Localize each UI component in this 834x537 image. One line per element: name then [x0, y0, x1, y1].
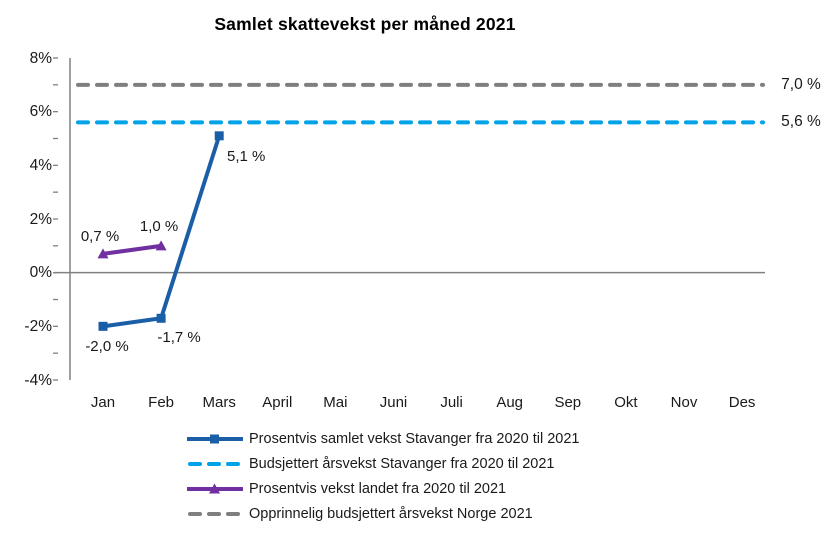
- x-tick-label: Des: [728, 394, 756, 411]
- data-label: -2,0 %: [85, 338, 129, 356]
- x-tick-label: Aug: [496, 394, 524, 411]
- data-label: -1,7 %: [157, 329, 201, 347]
- legend: [186, 426, 579, 526]
- y-tick-label: 0%: [29, 264, 52, 282]
- y-tick-label: 8%: [29, 49, 52, 67]
- x-tick-label: Feb: [148, 394, 175, 411]
- legend-label: Prosentvis samlet vekst Stavanger fra 2020 til 2021: [249, 430, 580, 447]
- legend-item: [186, 426, 579, 451]
- x-tick-label: Okt: [614, 394, 638, 411]
- square-marker: [215, 131, 224, 140]
- legend-item: [186, 501, 579, 526]
- data-label: 1,0 %: [139, 217, 179, 235]
- legend-item: [186, 476, 579, 501]
- chart-title: Samlet skattevekst per måned 2021: [214, 14, 516, 34]
- x-tick-label: Jan: [90, 394, 116, 411]
- legend-square-marker: [210, 434, 219, 443]
- legend-swatch-dashed-line: [186, 506, 244, 522]
- legend-swatch-line-square: [186, 431, 244, 447]
- data-label: 5,1 %: [227, 147, 266, 165]
- y-tick-label: 2%: [29, 210, 52, 228]
- y-tick-label: 6%: [29, 103, 52, 121]
- x-tick-label: Juni: [379, 394, 408, 411]
- legend-swatch-line-triangle: [186, 481, 244, 497]
- x-tick-label: Juli: [440, 394, 463, 411]
- reference-line-label: 7,0 %: [781, 75, 821, 93]
- x-tick-label: Mai: [323, 394, 348, 411]
- series-line: [103, 246, 161, 254]
- square-marker: [157, 314, 166, 323]
- legend-label: Prosentvis vekst landet fra 2020 til 2021: [249, 480, 507, 497]
- x-tick-label: Sep: [554, 394, 582, 411]
- y-tick-label: -2%: [24, 317, 52, 335]
- x-tick-label: April: [262, 394, 293, 411]
- y-tick-label: 4%: [29, 156, 52, 174]
- reference-line-label: 5,6 %: [781, 113, 821, 131]
- data-label: 0,7 %: [80, 227, 120, 245]
- x-tick-label: Mars: [202, 394, 236, 411]
- legend-label: Budsjettert årsvekst Stavanger fra 2020 til 2021: [249, 455, 555, 472]
- legend-swatch-dashed-line: [186, 456, 244, 472]
- legend-label: Opprinnelig budsjettert årsvekst Norge 2021: [249, 505, 533, 522]
- square-marker: [99, 322, 108, 331]
- y-tick-label: -4%: [24, 371, 52, 389]
- x-tick-label: Nov: [670, 394, 698, 411]
- legend-item: [186, 451, 579, 476]
